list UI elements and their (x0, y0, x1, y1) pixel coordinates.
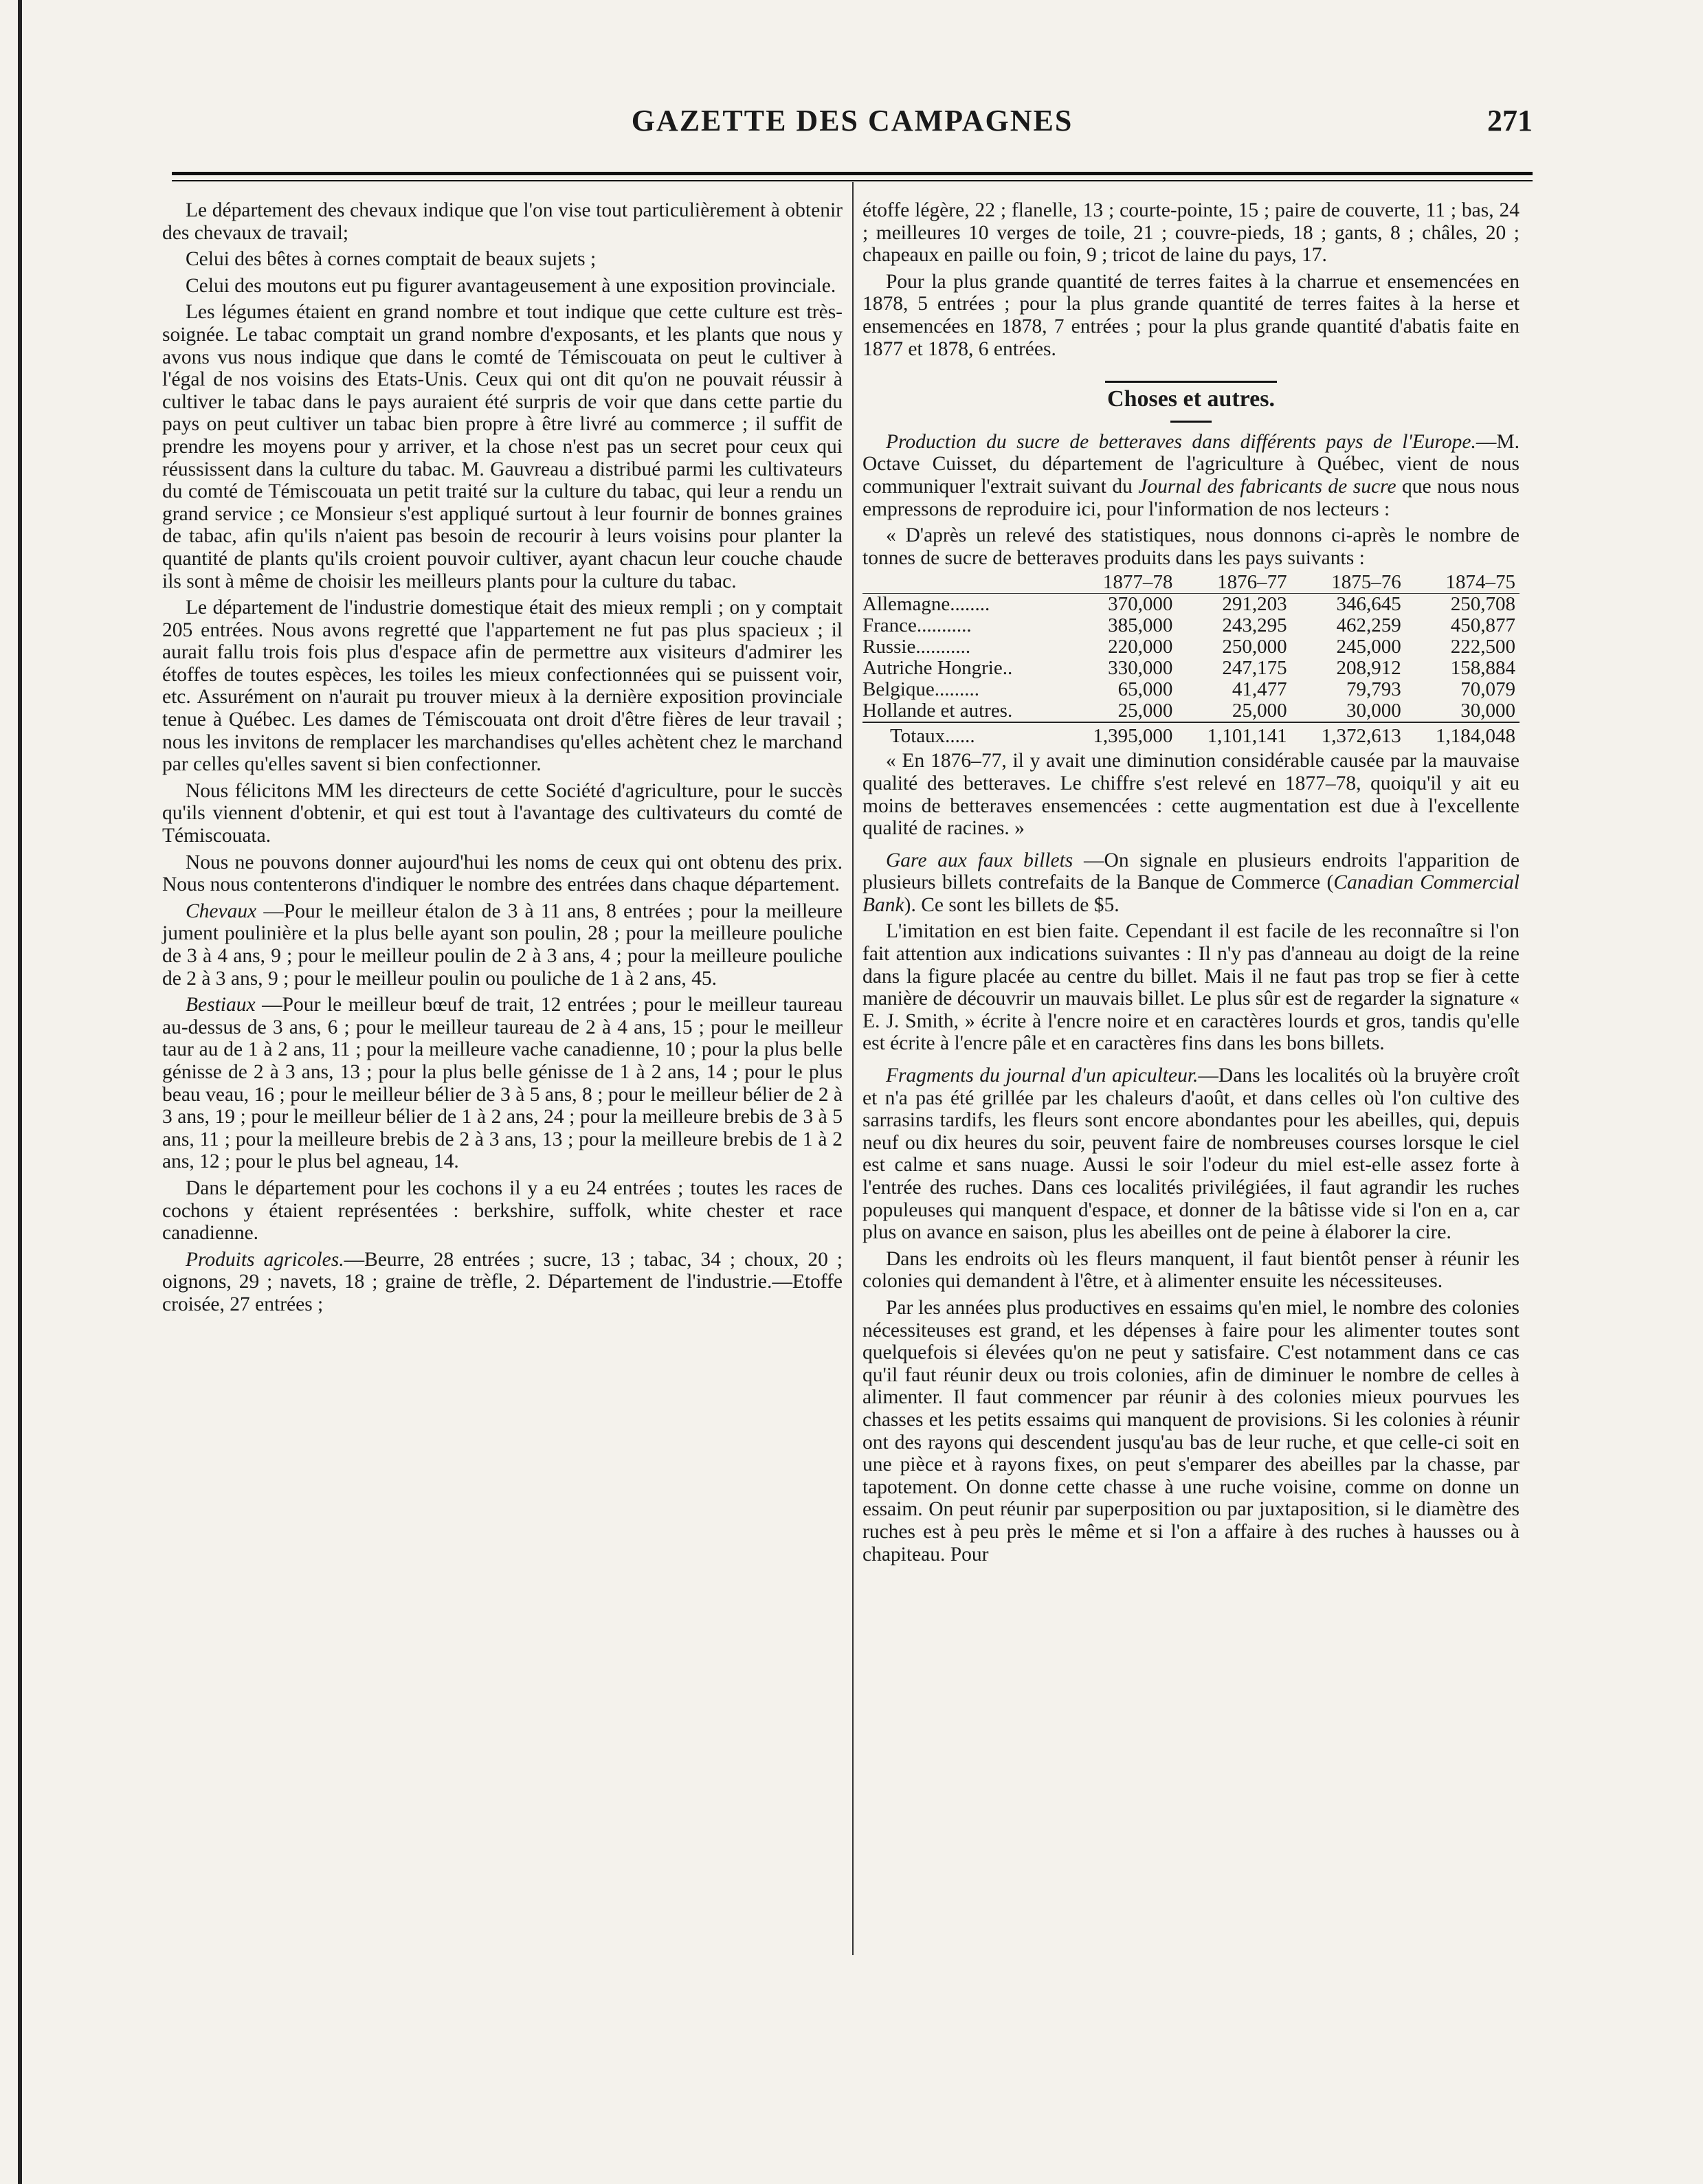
totals-label: Totaux...... (862, 722, 1062, 747)
value-cell: 330,000 (1108, 657, 1173, 680)
total-cell: 1,101,141 (1177, 722, 1291, 747)
table-row (862, 636, 1520, 658)
cochons-entry: Dans le département pour les cochons il y a eu 24 entrées ; toutes les races de cochons y étaient représentées : berkshire, suffolk, white chester et race canadienne. (162, 1177, 843, 1245)
year-header: 1876–77 (1177, 572, 1291, 594)
bestiaux-text: —Pour le meilleur bœuf de trait, 12 entrées ; pour le meilleur taureau au-dessus de 3 ans, 6 ; pour le meilleur taureau de 2 à 4 ans, 15 ; pour le meilleur taur au de 1 à 2 ans, 11 ; pour la meilleure vache canadienne, 10 ; pour la plus belle génisse de 2 à 3 ans, 13 ; pour la plus belle génisse de 1 à 2 ans, 14 ; pour le plus beau veau, 16 ; pour le meilleur bélier de 3 à 5 ans, 8 ; pour le meilleur bélier de 2 à 3 ans, 19 ; pour le meilleur bélier de 1 à 2 ans, 24 ; pour la meilleure brebis de 3 à 5 ans, 11 ; pour la meilleure brebis de 2 à 3 ans, 13 ; pour la meilleure brebis de 1 à 2 ans, 12 ; pour le plus bel agneau, 14. (162, 994, 843, 1173)
produits-text: —Beurre, 28 entrées ; sucre, 13 ; tabac, 34 ; choux, 20 ; oignons, 29 ; navets, 18 ; graine de trèfle, 2. Département de l'industrie.—Etoffe croisée, 27 entrées ; (162, 1248, 843, 1315)
section-rule (1105, 381, 1277, 383)
country-cell: Russie........... (862, 636, 971, 658)
article-paragraph: Dans les endroits où les fleurs manquent, il faut bientôt penser à réunir les colonies qui demandent à l'être, et à alimenter ensuite les nécessiteuses. (862, 1247, 1520, 1293)
value-cell: 243,295 (1222, 614, 1287, 637)
value-cell: 450,877 (1450, 614, 1515, 637)
bank-name: Canadian Commercial Bank (862, 871, 1520, 916)
article-paragraph: Le département de l'industrie domestique était des mieux rempli ; on y comptait 205 entrées. Nous avons regretté que l'appartement ne fut pas plus spacieux ; il aurait fallu trois fois plus d'espace afin de permettre aux visiteurs d'admirer les étoffes de toutes espèces, les toiles les mieux confectionnées qui se puissent voir, etc. Assurément on n'aurait pu trouver mieux à la dernière exposition provinciale tenue à Québec. Les dames de Témiscouata ont droit d'être fières de leur travail ; nous les invitons de remplacer les marchandises qu'elles achètent chez le marchand par celles qu'elles savent si bien confectionner. (162, 597, 843, 776)
header-rule-thin (172, 180, 1533, 181)
sugar-production-table (862, 572, 1520, 747)
header-rule-thick (172, 172, 1533, 175)
value-cell: 247,175 (1222, 657, 1287, 680)
table-header-blank (862, 572, 1062, 594)
table-row (862, 658, 1520, 679)
value-cell: 222,500 (1450, 636, 1515, 658)
article-paragraph: Les légumes étaient en grand nombre et tout indique que cette culture est très-soignée. Le tabac comptait un grand nombre d'exposants, et les plants que nous y avons vus nous indique que dans le comté de Témiscouata on peut le cultiver à l'égal de nos voisins des Etats-Unis. Ceux qui ont dit qu'on ne pouvait réussir à cultiver le tabac dans le pays auraient été surpris de voir que dans cette partie du pays on peut cultiver un tabac bien propre à être livré au commerce ; il suffit de prendre les moyens pour y arriver, et la chose n'est pas un secret pour ceux qui réussissent dans la culture du tabac. M. Gauvreau a distribué parmi les cultivateurs du comté de Témiscouata un petit traité sur la culture du tabac, qui leur a rendu un grand service ; ce Monsieur s'est appliqué surtout à leur fournir de bonnes graines de tabac, afin qu'ils n'aient pas besoin de recourir à leurs voisins pour planter la quantité de plants qu'ils croient pouvoir cultiver, ayant chacun leur couche chaude ils sont à même de choisir les meilleurs plants pour la culture du tabac. (162, 301, 843, 592)
article-paragraph: Pour la plus grande quantité de terres faites à la charrue et ensemencées en 1878, 5 entrées ; pour la plus grande quantité de terres faites à la herse et ensemencées en 1878, 7 entrées ; pour la plus grande quantité d'abatis faite en 1877 et 1878, 6 entrées. (862, 270, 1520, 360)
journal-name: Journal des fabricants de sucre (1138, 475, 1396, 498)
binding-spine (18, 0, 22, 2184)
table-row (862, 700, 1520, 722)
year-header: 1875–76 (1291, 572, 1405, 594)
table-row (862, 615, 1520, 636)
production-text: —M. Octave Cuisset, du département de l'agriculture à Québec, vient de nous communiquer l'extrait suivant du (862, 430, 1520, 498)
left-column (162, 199, 843, 1316)
totals-row (862, 722, 1520, 747)
article-paragraph: Nous félicitons MM les directeurs de cette Société d'agriculture, pour le succès qu'ils viennent d'obtenir, et qui est tout à l'avantage des cultivateurs du comté de Témiscouata. (162, 779, 843, 847)
table-header-row (862, 572, 1520, 594)
article-paragraph: Celui des bêtes à cornes comptait de beaux sujets ; (186, 248, 597, 271)
country-cell: Hollande et autres. (862, 700, 1013, 722)
bestiaux-entry (162, 994, 843, 1173)
bestiaux-label: Bestiaux (186, 994, 256, 1016)
after-table-paragraph: « En 1876–77, il y avait une diminution considérable causée par la mauvaise qualité des betteraves. Le chiffre s'est relevé en 1877–78, quoiqu'il y ait eu moins de betteraves ensemencées : cette augmentation est due à l'excellente qualité de racines. » (862, 750, 1520, 840)
page-number: 271 (1487, 104, 1533, 137)
value-cell: 291,203 (1222, 593, 1287, 616)
article-paragraph: étoffe légère, 22 ; flanelle, 13 ; courte-pointe, 15 ; paire de couverte, 11 ; bas, 24 ; meilleures 10 verges de toile, 21 ; couvre-pieds, 18 ; gants, 8 ; châles, 20 ; chapeaux en paille ou foin, 9 ; tricot de laine du pays, 17. (862, 199, 1520, 267)
country-cell: Belgique......... (862, 678, 979, 701)
table-row (862, 594, 1520, 616)
year-header: 1874–75 (1405, 572, 1520, 594)
production-entry (862, 431, 1520, 520)
apiculteur-text: —Dans les localités où la bruyère croît et n'a pas été grillée par les chaleurs d'août, et dans celles où l'on cultive des sarrasins tardifs, les fleurs sont encore abondantes pour les abeilles, qui, depuis neuf ou dix heures du soir, peuvent faire de nombreuses courses lorsque le ciel est calme et sans nuage. Aussi le soir l'odeur du miel est-elle assez forte à l'entrée des ruches. Dans ces localités privilégiées, il faut agrandir les ruches populeuses qui manquent d'espace, et donner de la bâtisse vide si l'on en a, car plus on avance en saison, plus les abeilles ont de peine à élaborer la cire. (862, 1065, 1520, 1244)
value-cell: 70,079 (1460, 678, 1515, 701)
value-cell: 250,000 (1222, 636, 1287, 658)
apiculteur-label: Fragments du journal d'un apiculteur. (886, 1065, 1199, 1087)
column-divider (852, 182, 854, 1955)
value-cell: 25,000 (1117, 700, 1173, 722)
country-cell: Allemagne........ (862, 593, 990, 616)
faux-billets-entry (862, 849, 1520, 917)
value-cell: 245,000 (1336, 636, 1401, 658)
value-cell: 30,000 (1346, 700, 1401, 722)
value-cell: 41,477 (1232, 678, 1287, 701)
apiculteur-entry (862, 1065, 1520, 1244)
value-cell: 370,000 (1108, 593, 1173, 616)
article-paragraph: Le département des chevaux indique que l'on vise tout particulièrement à obtenir des chevaux de travail; (162, 199, 843, 244)
section-dash (1170, 421, 1212, 423)
year-header: 1877–78 (1062, 572, 1177, 594)
value-cell: 158,884 (1450, 657, 1515, 680)
article-paragraph: Nous ne pouvons donner aujourd'hui les noms de ceux qui ont obtenu des prix. Nous nous contenterons d'indiquer le nombre des entrées dans chaque département. (162, 851, 843, 896)
total-cell: 1,395,000 (1062, 722, 1177, 747)
faux-billets-text: —On signale en plusieurs endroits l'apparition de plusieurs billets contrefaits de la Banque de Commerce ( (862, 849, 1520, 894)
value-cell: 30,000 (1460, 700, 1515, 722)
chevaux-entry (162, 900, 843, 990)
newspaper-title: GAZETTE DES CAMPAGNES (631, 104, 1073, 137)
page-header (172, 103, 1533, 144)
value-cell: 346,645 (1336, 593, 1401, 616)
imitation-paragraph: L'imitation en est bien faite. Cependant il est facile de les reconnaître si l'on fait attention aux indications suivantes : Il n'y pas d'anneau au doigt de la reine dans la figure placée au centre du billet. Mais il ne faut pas trop se fier à cette manière de découvrir un mauvais billet. Le plus sûr est de regarder la signature « E. J. Smith, » écrite à l'encre noire et en caractères lourds et gros, tandis qu'elle est écrite à l'encre pâle et en caractères fins dans les bons billets. (862, 920, 1520, 1055)
value-cell: 25,000 (1232, 700, 1287, 722)
value-cell: 208,912 (1336, 657, 1401, 680)
section-title: Choses et autres. (1107, 386, 1275, 412)
production-text-2: que nous nous empressons de reproduire ici, pour l'information de nos lecteurs : (862, 475, 1520, 520)
value-cell: 65,000 (1117, 678, 1173, 701)
faux-billets-text-2: ). Ce sont les billets de $5. (904, 893, 1120, 916)
country-cell: Autriche Hongrie.. (862, 657, 1013, 680)
table-intro: « D'après un relevé des statistiques, nous donnons ci-après le nombre de tonnes de sucre de betteraves produits dans les pays suivants : (862, 524, 1520, 569)
chevaux-text: —Pour le meilleur étalon de 3 à 11 ans, 8 entrées ; pour la meilleure jument poulinière et la plus belle ayant son poulin, 28 ; pour la meilleure pouliche de 3 à 4 ans, 9 ; pour le meilleur poulin de 2 à 3 ans, 4 ; pour la meilleure pouliche de 2 à 3 ans, 9 ; pour le meilleur poulin ou pouliche de 1 à 2 ans, 45. (162, 900, 843, 990)
value-cell: 385,000 (1108, 614, 1173, 637)
faux-billets-label: Gare aux faux billets (886, 849, 1073, 871)
value-cell: 220,000 (1108, 636, 1173, 658)
total-cell: 1,372,613 (1291, 722, 1405, 747)
country-cell: France........... (862, 614, 972, 637)
right-column (862, 199, 1520, 1565)
total-cell: 1,184,048 (1405, 722, 1520, 747)
produits-label: Produits agricoles. (186, 1248, 344, 1271)
value-cell: 250,708 (1450, 593, 1515, 616)
produits-entry (162, 1249, 843, 1316)
table-row (862, 679, 1520, 700)
value-cell: 79,793 (1346, 678, 1401, 701)
article-paragraph: Celui des moutons eut pu figurer avantageusement à une exposition provinciale. (186, 274, 836, 297)
chevaux-label: Chevaux (186, 900, 257, 922)
value-cell: 462,259 (1336, 614, 1401, 637)
production-label: Production du sucre de betteraves dans différents pays de l'Europe. (886, 430, 1476, 453)
article-paragraph: Par les années plus productives en essaims qu'en miel, le nombre des colonies nécessiteuses est grand, et les dépenses à faire pour les alimenter toutes sont quelquefois si élevées qu'on ne peut y satisfaire. C'est notamment dans ce cas qu'il faut réunir deux ou trois colonies, afin de diminuer le nombre de celles à alimenter. Il faut commencer par réunir à des colonies mieux pourvues les chasses et les petits essaims qui manquent de provisions. Si les colonies à réunir ont des rayons qui descendent jusqu'au bas de leur ruche, et que celle-ci soit en une pièce et à rayons fixes, on peut s'emparer des abeilles par la chasse, par tapotement. On donne cette chasse à une ruche voisine, comme on donne un essaim. On peut réunir par superposition ou par juxtaposition, si le diamètre des ruches est à peu près le même et si l'on a affaire à des ruches à hausses ou à chapiteau. Pour (862, 1296, 1520, 1565)
